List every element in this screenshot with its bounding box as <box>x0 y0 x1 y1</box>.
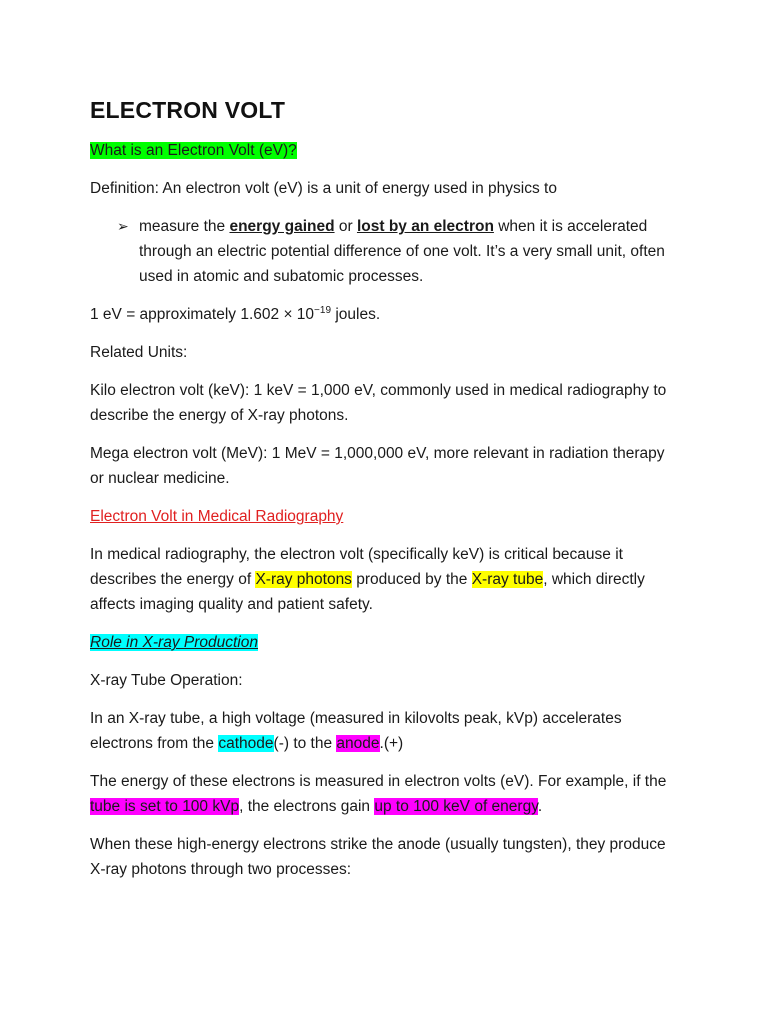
ev-equation-post: joules. <box>331 306 381 323</box>
ev-equation <box>90 302 682 327</box>
question-heading-text: What is an Electron Volt (eV)? <box>90 142 297 159</box>
energy-text-pre: The energy of these electrons is measured in electron volts (eV). For example, if the <box>90 773 667 790</box>
question-heading <box>90 138 682 163</box>
section-heading-role <box>90 630 682 655</box>
anode-highlight: anode <box>336 735 380 752</box>
xray-photons-highlight: X-ray photons <box>255 571 352 588</box>
energy-paragraph <box>90 769 682 819</box>
bullet-text-post: when it is accelerated through an electric potential difference of one volt. It’s a very small unit, often used in atomic and subatomic processes. <box>139 218 665 285</box>
section-heading-medical-text: Electron Volt in Medical Radiography <box>90 508 344 525</box>
bullet-text-pre: measure the <box>139 218 230 235</box>
medical-text-pre: In medical radiography, the electron volt (specifically keV) is critical because it describes the energy of <box>90 546 623 588</box>
tube-text-post: .(+) <box>379 735 404 752</box>
medical-paragraph <box>90 542 682 617</box>
definition-paragraph: Definition: An electron volt (eV) is a unit of energy used in physics to <box>90 180 557 197</box>
tube-paragraph <box>90 706 682 756</box>
cathode-highlight: cathode <box>218 735 274 752</box>
section-heading-role-text: Role in X-ray Production <box>90 634 258 651</box>
kev-paragraph: Kilo electron volt (keV): 1 keV = 1,000 eV, commonly used in medical radiography to describe the energy of X-ray photons. <box>90 382 667 424</box>
related-units-label: Related Units: <box>90 344 188 361</box>
ev-equation-pre: 1 eV = approximately 1.602 × 10 <box>90 306 315 323</box>
energy-text-post: . <box>537 798 543 815</box>
medical-text-mid: produced by the <box>351 571 472 588</box>
xray-tube-highlight: X-ray tube <box>471 571 544 588</box>
energy-gained-text: energy gained <box>229 218 335 235</box>
ev-exponent: −19 <box>314 304 332 316</box>
document-body <box>90 94 682 895</box>
lost-by-electron-text: lost by an electron <box>356 218 494 235</box>
tube-operation-label: X-ray Tube Operation: <box>90 672 243 689</box>
mev-paragraph: Mega electron volt (MeV): 1 MeV = 1,000,000 eV, more relevant in radiation therapy or nuclear medicine. <box>90 445 665 487</box>
medical-text-post: , which directly affects imaging quality and patient safety. <box>90 571 645 613</box>
tube-text-pre: In an X-ray tube, a high voltage (measured in kilovolts peak, kVp) accelerates electrons from the <box>90 710 622 752</box>
page-title: ELECTRON VOLT <box>90 97 286 123</box>
bullet-text-or: or <box>334 218 357 235</box>
kev-energy-highlight: up to 100 keV of energy <box>374 798 538 815</box>
strike-paragraph: When these high-energy electrons strike the anode (usually tungsten), they produce X-ray photons through two processes: <box>90 836 666 878</box>
definition-bullet <box>90 214 682 289</box>
tube-kvp-highlight: tube is set to 100 kVp <box>90 798 240 815</box>
section-heading-medical <box>90 504 682 529</box>
arrow-bullet-icon: ➢ <box>117 218 129 234</box>
energy-text-mid: , the electrons gain <box>239 798 375 815</box>
tube-text-mid: (-) to the <box>273 735 337 752</box>
